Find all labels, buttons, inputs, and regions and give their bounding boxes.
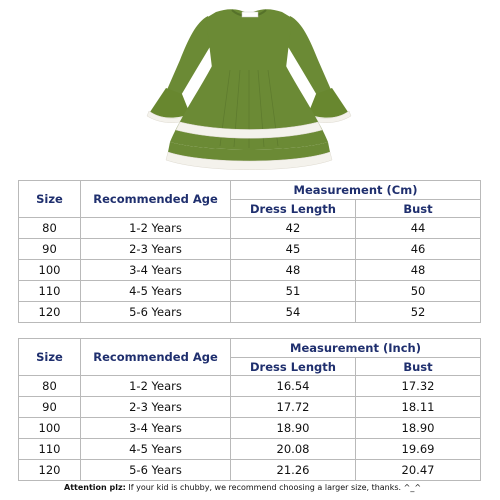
size-cell: 90	[19, 239, 81, 260]
length-cell: 18.90	[231, 418, 356, 439]
bust-cell: 18.90	[356, 418, 481, 439]
measurement-header: Measurement (Cm)	[231, 181, 481, 200]
size-cell: 110	[19, 281, 81, 302]
size-cell: 90	[19, 397, 81, 418]
length-cell: 42	[231, 218, 356, 239]
bust-cell: 19.69	[356, 439, 481, 460]
measurement-header: Measurement (Inch)	[231, 339, 481, 358]
size-cell: 100	[19, 418, 81, 439]
length-cell: 54	[231, 302, 356, 323]
age-cell: 3-4 Years	[81, 260, 231, 281]
bust-cell: 17.32	[356, 376, 481, 397]
brand-tag	[242, 12, 258, 17]
age-cell: 5-6 Years	[81, 460, 231, 481]
table-row	[19, 281, 481, 302]
left-sleeve-flare	[150, 88, 190, 118]
right-sleeve-flare	[308, 88, 348, 118]
length-cell: 20.08	[231, 439, 356, 460]
length-cell: 45	[231, 239, 356, 260]
bust-header: Bust	[356, 200, 481, 218]
table-row	[19, 460, 481, 481]
bust-cell: 50	[356, 281, 481, 302]
size-cell: 100	[19, 260, 81, 281]
size-header: Size	[19, 339, 81, 376]
table-row	[19, 439, 481, 460]
bodice	[206, 9, 292, 68]
size-header: Size	[19, 181, 81, 218]
bust-cell: 48	[356, 260, 481, 281]
age-cell: 2-3 Years	[81, 239, 231, 260]
dress-illustration	[0, 0, 500, 178]
length-cell: 16.54	[231, 376, 356, 397]
length-cell: 48	[231, 260, 356, 281]
bust-cell: 44	[356, 218, 481, 239]
length-cell: 51	[231, 281, 356, 302]
table-row	[19, 376, 481, 397]
size-chart-inch	[18, 338, 481, 481]
notice-text: If your kid is chubby, we recommend choosing a larger size, thanks. ^_^	[125, 483, 422, 492]
age-cell: 1-2 Years	[81, 218, 231, 239]
bust-cell: 20.47	[356, 460, 481, 481]
size-cell: 80	[19, 376, 81, 397]
age-cell: 3-4 Years	[81, 418, 231, 439]
product-photo	[0, 0, 500, 178]
length-cell: 17.72	[231, 397, 356, 418]
size-chart-cm	[18, 180, 481, 323]
bust-cell: 52	[356, 302, 481, 323]
table-row	[19, 218, 481, 239]
age-cell: 4-5 Years	[81, 281, 231, 302]
age-cell: 1-2 Years	[81, 376, 231, 397]
notice-label: Attention plz:	[64, 483, 126, 492]
table-row	[19, 418, 481, 439]
size-cell: 80	[19, 218, 81, 239]
size-cell: 120	[19, 460, 81, 481]
table-row	[19, 397, 481, 418]
age-header: Recommended Age	[81, 339, 231, 376]
size-cell: 110	[19, 439, 81, 460]
dress-length-header: Dress Length	[231, 358, 356, 376]
bust-header: Bust	[356, 358, 481, 376]
age-header: Recommended Age	[81, 181, 231, 218]
age-cell: 5-6 Years	[81, 302, 231, 323]
age-cell: 2-3 Years	[81, 397, 231, 418]
bust-cell: 18.11	[356, 397, 481, 418]
bust-cell: 46	[356, 239, 481, 260]
length-cell: 21.26	[231, 460, 356, 481]
age-cell: 4-5 Years	[81, 439, 231, 460]
table-row	[19, 302, 481, 323]
table-row	[19, 260, 481, 281]
size-notice	[64, 483, 484, 492]
size-cell: 120	[19, 302, 81, 323]
table-row	[19, 239, 481, 260]
dress-length-header: Dress Length	[231, 200, 356, 218]
